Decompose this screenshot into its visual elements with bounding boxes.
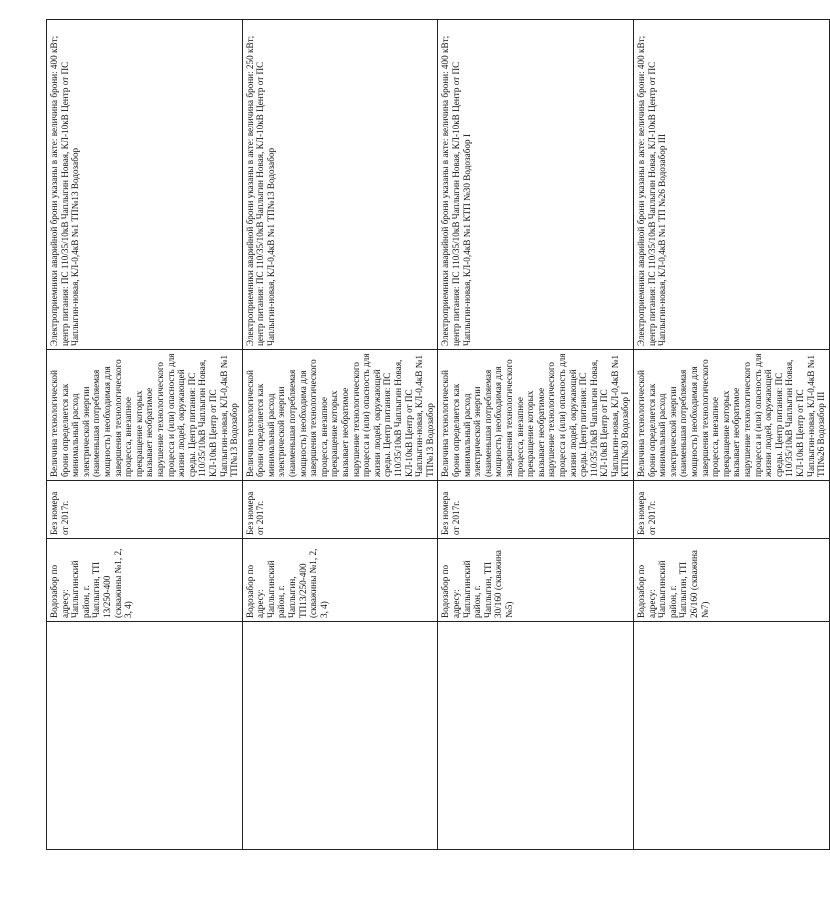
cell-document: Без номера от 2017г. xyxy=(438,481,634,539)
table-cell-blank xyxy=(242,622,438,850)
table-row xyxy=(438,20,634,850)
table-row xyxy=(47,20,243,850)
cell-object: Водозабор по адресу: Чаплыгинский район, г. Чаплыгин, ТП 30/160 (скважина №5) xyxy=(438,539,634,622)
cell-value: Величина технологической брони определяется как минимальный расход электрической энергии (наименьшая потребляемая мощность) необходимая для завершения технологического процесса, внезапное прекращение которых вызывает необратимое нарушение технологического процесса и (или) опасность для жизни людей, окружающей среды. Центр питания: ПС 110/35/10кВ Чаплыгин Новая, КЛ-10кВ Центр от ПС Чаплыгин-новая, КЛ-0,4кВ №1 ТП№26 Водозабор III xyxy=(634,350,830,481)
table-row xyxy=(242,20,438,850)
rotated-table-block xyxy=(46,20,827,850)
cell-object: Водозабор по адресу: Чаплыгинский район, г. Чаплыгин, ТП13/250-400 (скважины №1, 2, 3, 4) xyxy=(242,539,438,622)
table-cell-blank xyxy=(634,622,830,850)
cell-document: Без номера от 2017г. xyxy=(242,481,438,539)
cell-document: Без номера от 2017г. xyxy=(634,481,830,539)
cell-value: Величина технологической брони определяется как минимальный расход электрической энергии (наименьшая потребляемая мощность) необходимая для завершения технологического процесса, внезапное прекращение которых вызывает необратимое нарушение технологического процесса и (или) опасность для жизни людей, окружающей среды. Центр питания: ПС 110/35/10кВ Чаплыгин Новая, КЛ-10кВ Центр от ПС Чаплыгин-новая, КЛ-0,4кВ №1 КТП№30 Водозабор I xyxy=(438,350,634,481)
cell-act: Электроприемники аварийной брони указаны в акте: величина брони: 400 кВт; центр питания: ПС 110/35/10кВ Чаплыгин Новая, КЛ-10кВ Центр от ПС Чаплыгин-новая, КЛ-0,4кВ №1 ТП№13 Водозабор xyxy=(47,20,243,350)
cell-value: Величина технологической брони определяется как минимальный расход электрической энергии (наименьшая потребляемая мощность) необходима для завершения технологического процесса, внезапное прекращение которых вызывает необратимое нарушение технологического процесса и (или) опасность для жизни людей, окружающей среды. Центр питания: ПС 110/35/10кВ Чаплыгин Новая, КЛ-10кВ Центр от ПС Чаплыгин-новая, КЛ-0,4кВ №1 ТП№13 Водозабор xyxy=(242,350,438,481)
table-cell-blank xyxy=(47,622,243,850)
cell-act: Электроприемники аварийной брони указаны в акте: величина брони: 400 кВт; центр питания: ПС 110/35/10кВ Чаплыгин Новая, КЛ-10кВ Центр от ПС Чаплыгин-новая, КЛ-0,4кВ №1 ТП №26 Водозабор III xyxy=(634,20,830,350)
cell-object: Водозабор по адресу: Чаплыгинский район, г. Чаплыгин, ТП 13/250-400 (скважины №1, 2, 3, 4) xyxy=(47,539,243,622)
cell-act: Электроприемники аварийной брони указаны в акте: величина брони: 400 кВт; центр питания: ПС 110/35/10кВ Чаплыгин Новая, КЛ-10кВ Центр от ПС Чаплыгин-новая, КЛ-0,4кВ №1 КТП №30 Водозабор I xyxy=(438,20,634,350)
cell-object: Водозабор по адресу: Чаплыгинский район, г. Чаплыгин, ТП 26/160 (скважина №7) xyxy=(634,539,830,622)
table-row xyxy=(634,20,830,850)
emergency-reserve-table xyxy=(46,19,830,850)
cell-document: Без номера от 2017г. xyxy=(47,481,243,539)
table-cell-blank xyxy=(438,622,634,850)
cell-act: Электроприемники аварийной брони указаны в акте: величина брони: 250 кВт; центр питания: ПС 110/35/10кВ Чаплыгин Новая, КЛ-10кВ Центр от ПС Чаплыгин-новая, КЛ-0,4кВ №1 ТП№13 Водозабор xyxy=(242,20,438,350)
cell-value: Величина технологической брони определяется как минимальный расход электрической энергии (наименьшая потребляемая мощность) необходимая для завершения технологического процесса, внезапное прекращение которых вызывает необратимое нарушение технологического процесса и (или) опасность для жизни людей, окружающей среды. Центр питания: ПС 110/35/10кВ Чаплыгин Новая, КЛ-10кВ Центр от ПС Чаплыгин-новая, КЛ-0,4кВ №1 ТП№13 Водозабор xyxy=(47,350,243,481)
